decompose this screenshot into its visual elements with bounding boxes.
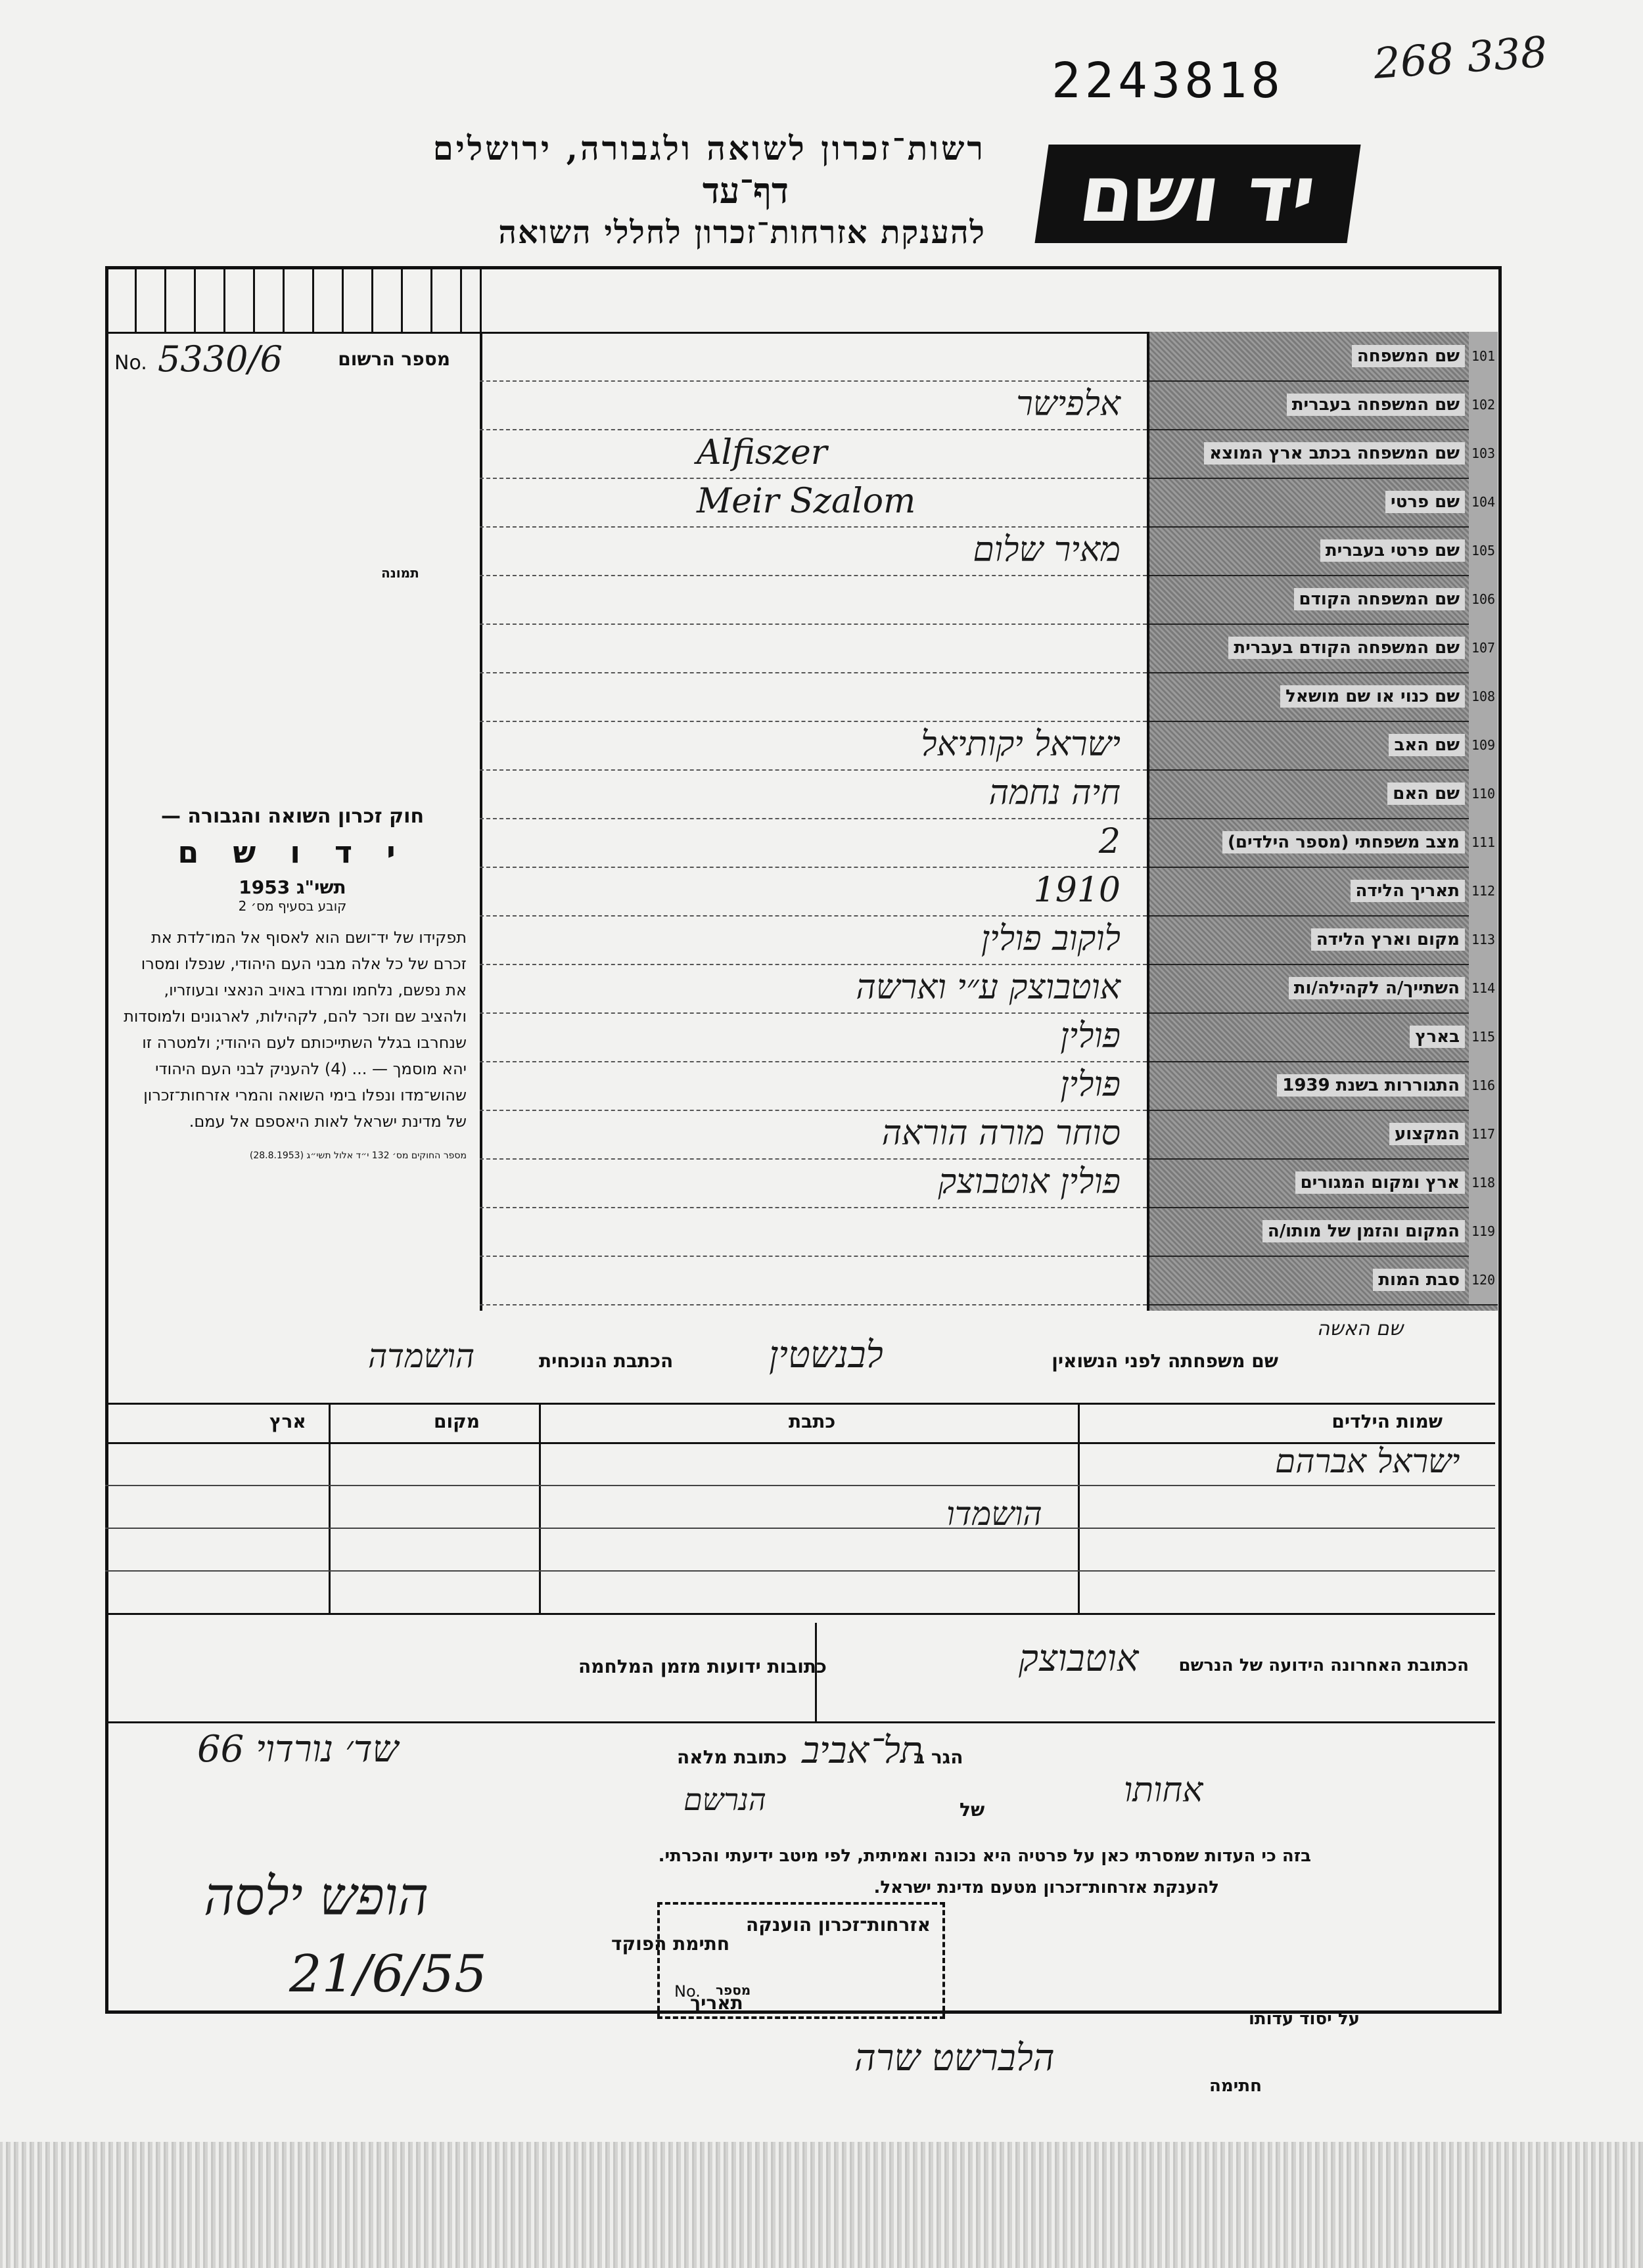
field-label-row-118	[1149, 1158, 1498, 1208]
law-text-block	[118, 805, 467, 1161]
declaration-text-2: להענקת אזרחות־זכרון מטעם מדינת ישראל.	[873, 1878, 1219, 1897]
field-number: 113	[1469, 915, 1498, 964]
field-value: ישראל יקותיאל	[921, 725, 1121, 764]
field-value: לוקוב פולין	[981, 919, 1121, 959]
field-number: 120	[1469, 1256, 1498, 1304]
signature-value: הופש ילסה	[204, 1866, 429, 1927]
spouse-name-label: שם האשה	[1316, 1317, 1403, 1340]
resides-value: תל־אביב	[802, 1729, 923, 1772]
children-table	[105, 1442, 1495, 1615]
registry-column	[105, 332, 482, 1311]
children-header	[105, 1403, 1495, 1444]
field-answer-line-109	[480, 721, 1147, 771]
registry-no-prefix: No.	[114, 352, 147, 374]
registry-number-value: 5330/6	[158, 338, 283, 380]
field-label: שם המשפחה בכתב ארץ המוצא	[1204, 442, 1465, 465]
field-label: שם המשפחה בעברית	[1287, 394, 1465, 416]
field-value: פולין	[1060, 1065, 1121, 1104]
field-label-row-105	[1149, 526, 1498, 576]
field-label-row-106	[1149, 575, 1498, 625]
children-fate-note: הושמדו	[946, 1495, 1042, 1533]
field-number: 104	[1469, 478, 1498, 526]
field-label-row-113	[1149, 915, 1498, 965]
stamp-number-label: מספר	[716, 1982, 751, 1998]
field-label-row-109	[1149, 721, 1498, 771]
children-place-header: מקום	[434, 1411, 480, 1432]
spouse-maiden-label: שם משפחתה לפני הנשואין	[1052, 1350, 1278, 1372]
scan-noise-strip	[0, 2142, 1643, 2268]
field-value: פולין אוטבוצק	[938, 1162, 1121, 1202]
field-label: שם המשפחה הקודם	[1294, 588, 1465, 610]
document-stamp-number: 2243818	[1052, 53, 1284, 109]
field-number: 105	[1469, 526, 1498, 575]
field-label: סבת המות	[1373, 1269, 1465, 1291]
field-label-row-111	[1149, 818, 1498, 868]
field-number: 115	[1469, 1012, 1498, 1061]
field-label: שם המשפחה הקודם בעברית	[1228, 637, 1465, 659]
field-value: אלפישר	[1016, 384, 1121, 424]
last-known-address-label: הכתובת האחרונה הידועה של הנרשם	[1178, 1656, 1469, 1675]
field-answer-line-107	[480, 624, 1147, 673]
field-label-row-103	[1149, 429, 1498, 479]
field-value: סוחר מורה הוראה	[881, 1114, 1121, 1153]
field-number: 116	[1469, 1061, 1498, 1110]
of-label: של	[960, 1799, 985, 1821]
law-title: חוק זכרון השואה והגבורה —	[160, 805, 425, 828]
field-number: 114	[1469, 964, 1498, 1012]
photo-label: תמונה	[381, 565, 419, 581]
field-label: המקצוע	[1389, 1123, 1465, 1145]
stamp-no-label: No.	[674, 1982, 701, 2001]
signature-label: חתימת הפוקד	[611, 1933, 730, 1955]
field-label: בארץ	[1410, 1026, 1465, 1048]
field-label-row-115	[1149, 1012, 1498, 1062]
date-label: תאריך	[690, 1992, 743, 2014]
field-answer-line-111	[480, 818, 1147, 868]
field-value: אוטבוצק ע״י וארשה	[856, 968, 1121, 1007]
field-number: 101	[1469, 332, 1498, 380]
field-value: מאיר שלום	[973, 530, 1121, 570]
field-label: שם פרטי בעברית	[1320, 539, 1465, 562]
law-year: תשי"ג 1953	[239, 876, 346, 898]
field-label: המקום והזמן של מותו/ה	[1262, 1220, 1465, 1242]
spouse-maiden-value: לבנשטין	[769, 1334, 883, 1376]
declaration-text: בזה כי העדות שמסרתי כאן על פרטיה היא נכונה ואמיתית, לפי מיטב ידיעתי והכרתי.	[658, 1846, 1311, 1866]
field-value: פולין	[1060, 1016, 1121, 1056]
field-answer-line-108	[480, 672, 1147, 722]
law-section: קובע בסעיף מס׳ 2	[238, 898, 347, 914]
field-label-row-119	[1149, 1207, 1498, 1257]
field-number: 106	[1469, 575, 1498, 624]
field-answer-line-104	[480, 478, 1147, 528]
field-label: שם פרטי	[1385, 491, 1465, 513]
field-answer-line-106	[480, 575, 1147, 625]
field-label: מצב משפחתי (מספר הילדים)	[1222, 831, 1465, 853]
spouse-section	[105, 1311, 1495, 1405]
field-number: 102	[1469, 380, 1498, 429]
field-label: שם האם	[1387, 782, 1465, 805]
field-answers-column	[480, 332, 1147, 1311]
field-answer-line-101	[480, 332, 1147, 382]
law-body: תפקידו של יד־ושם הוא לאסוף אל המו־לדת את זכרם של כל אלה מבני העם היהודי, שנפלו ומסרו את נפשם, נלחמו ומרדו באויב הנאצי ובעוזריו, ולהציב שם וזכר להם, לקהילות, לארגונים ולמוסדות שנחרבו בגלל השתייכותם לעם היהודי; ולמטרה זו יהא מוסמך — ... (4) להעניק לבני העם היהודי שהוש־מדו ונפלו בימי השואה והמרי אזרחות־זכרון של מדינת ישראל לאות היאספם אל עמם.	[124, 928, 467, 1131]
citizenship-stamp-box	[657, 1902, 945, 2019]
children-names-header: שמות הילדים	[1331, 1411, 1443, 1432]
header-strip	[105, 266, 1495, 334]
org-name-line: רשות־זכרון לשואה ולגבורה, ירושלים	[432, 129, 986, 168]
of-value: הנרשם	[683, 1782, 766, 1817]
field-label: שם האב	[1389, 734, 1465, 756]
field-number: 118	[1469, 1158, 1498, 1207]
field-label-row-102	[1149, 380, 1498, 430]
registry-number-label: מספר הרשום	[338, 348, 450, 370]
child-1-name: ישראל אברהם	[1275, 1442, 1460, 1480]
field-answer-line-110	[480, 769, 1147, 819]
yad-vashem-logo: יד ושם	[1034, 145, 1360, 243]
law-footnote: מספר החוקים מס׳ 132 י״ד אלול תשי״ג (28.8.1953)	[249, 1150, 467, 1161]
stamp-title: אזרחות־זכרון הוענקה	[746, 1914, 931, 1936]
field-label-row-104	[1149, 478, 1498, 528]
full-address-value: שד׳ נורדוי 66	[197, 1728, 399, 1771]
field-label-row-108	[1149, 672, 1498, 722]
field-number: 117	[1469, 1110, 1498, 1158]
field-number: 110	[1469, 769, 1498, 818]
date-value: 21/6/55	[289, 1945, 487, 2004]
field-label-row-112	[1149, 867, 1498, 917]
field-answer-line-116	[480, 1061, 1147, 1111]
field-label-row-110	[1149, 769, 1498, 819]
field-label: שם כנוי או שם מושאל	[1280, 685, 1465, 708]
field-answer-line-113	[480, 915, 1147, 965]
address-section	[105, 1623, 1495, 1723]
field-value: 1910	[1033, 871, 1121, 910]
field-label: שם המשפחה	[1352, 345, 1465, 367]
full-address-label: כתובת מלאה	[677, 1746, 787, 1768]
field-answer-line-119	[480, 1207, 1147, 1257]
field-value: 2	[1098, 822, 1121, 861]
field-answer-line-114	[480, 964, 1147, 1014]
field-label-row-114	[1149, 964, 1498, 1014]
field-label-row-107	[1149, 624, 1498, 673]
children-country-header: ארץ	[269, 1411, 306, 1432]
signed-by-value: הלברשט שרה	[854, 2037, 1055, 2079]
field-label: ארץ ומקום המגורים	[1295, 1171, 1465, 1194]
signed-by-label: חתימה	[1209, 2076, 1262, 2096]
field-label-row-101	[1149, 332, 1498, 382]
approve-label: על יסוד עדותו	[1249, 2009, 1360, 2029]
field-number: 119	[1469, 1207, 1498, 1256]
field-number: 103	[1469, 429, 1498, 478]
field-number: 112	[1469, 867, 1498, 915]
field-label: מקום וארץ הלידה	[1311, 928, 1465, 951]
field-answer-line-118	[480, 1158, 1147, 1208]
field-answer-line-102	[480, 380, 1147, 430]
field-value: חיה נחמה	[988, 773, 1121, 813]
field-answer-line-105	[480, 526, 1147, 576]
field-number: 109	[1469, 721, 1498, 769]
field-answer-line-112	[480, 867, 1147, 917]
current-address-label: הכתבת הנוכחית	[539, 1350, 674, 1372]
field-label-row-117	[1149, 1110, 1498, 1160]
relation-value: אחותו	[1124, 1771, 1203, 1810]
handwritten-ref-number: 268 338	[1372, 28, 1549, 89]
children-addr-header: כתבת	[789, 1411, 836, 1432]
field-label-row-120	[1149, 1256, 1498, 1305]
current-address-value: הושמדה	[368, 1337, 475, 1375]
field-label: תאריך הלידה	[1351, 880, 1465, 902]
last-known-address-value: אוטבוצק	[1019, 1637, 1139, 1680]
wartime-address-label: כתובות ידועות מזמן המלחמה	[578, 1656, 827, 1677]
field-number: 107	[1469, 624, 1498, 672]
field-label: השתייך/ה לקהילה/ות	[1289, 977, 1465, 999]
field-labels-column	[1147, 332, 1498, 1311]
field-answer-line-120	[480, 1256, 1147, 1305]
field-value: Alfiszer	[697, 433, 827, 472]
field-number: 108	[1469, 672, 1498, 721]
field-value: Meir Szalom	[697, 482, 916, 521]
field-answer-line-103	[480, 429, 1147, 479]
field-number: 111	[1469, 818, 1498, 867]
form-subtitle: להענקת אזרחות־זכרון לחללי השואה	[498, 214, 986, 251]
field-answer-line-115	[480, 1012, 1147, 1062]
form-title: דף־עד	[702, 170, 789, 212]
field-label: התגוררות בשנת 1939	[1277, 1074, 1465, 1097]
field-label-row-116	[1149, 1061, 1498, 1111]
field-answer-line-117	[480, 1110, 1147, 1160]
resides-label: הגר ב	[914, 1746, 963, 1768]
law-yad-vashem: י ד ו ש ם	[177, 834, 407, 870]
